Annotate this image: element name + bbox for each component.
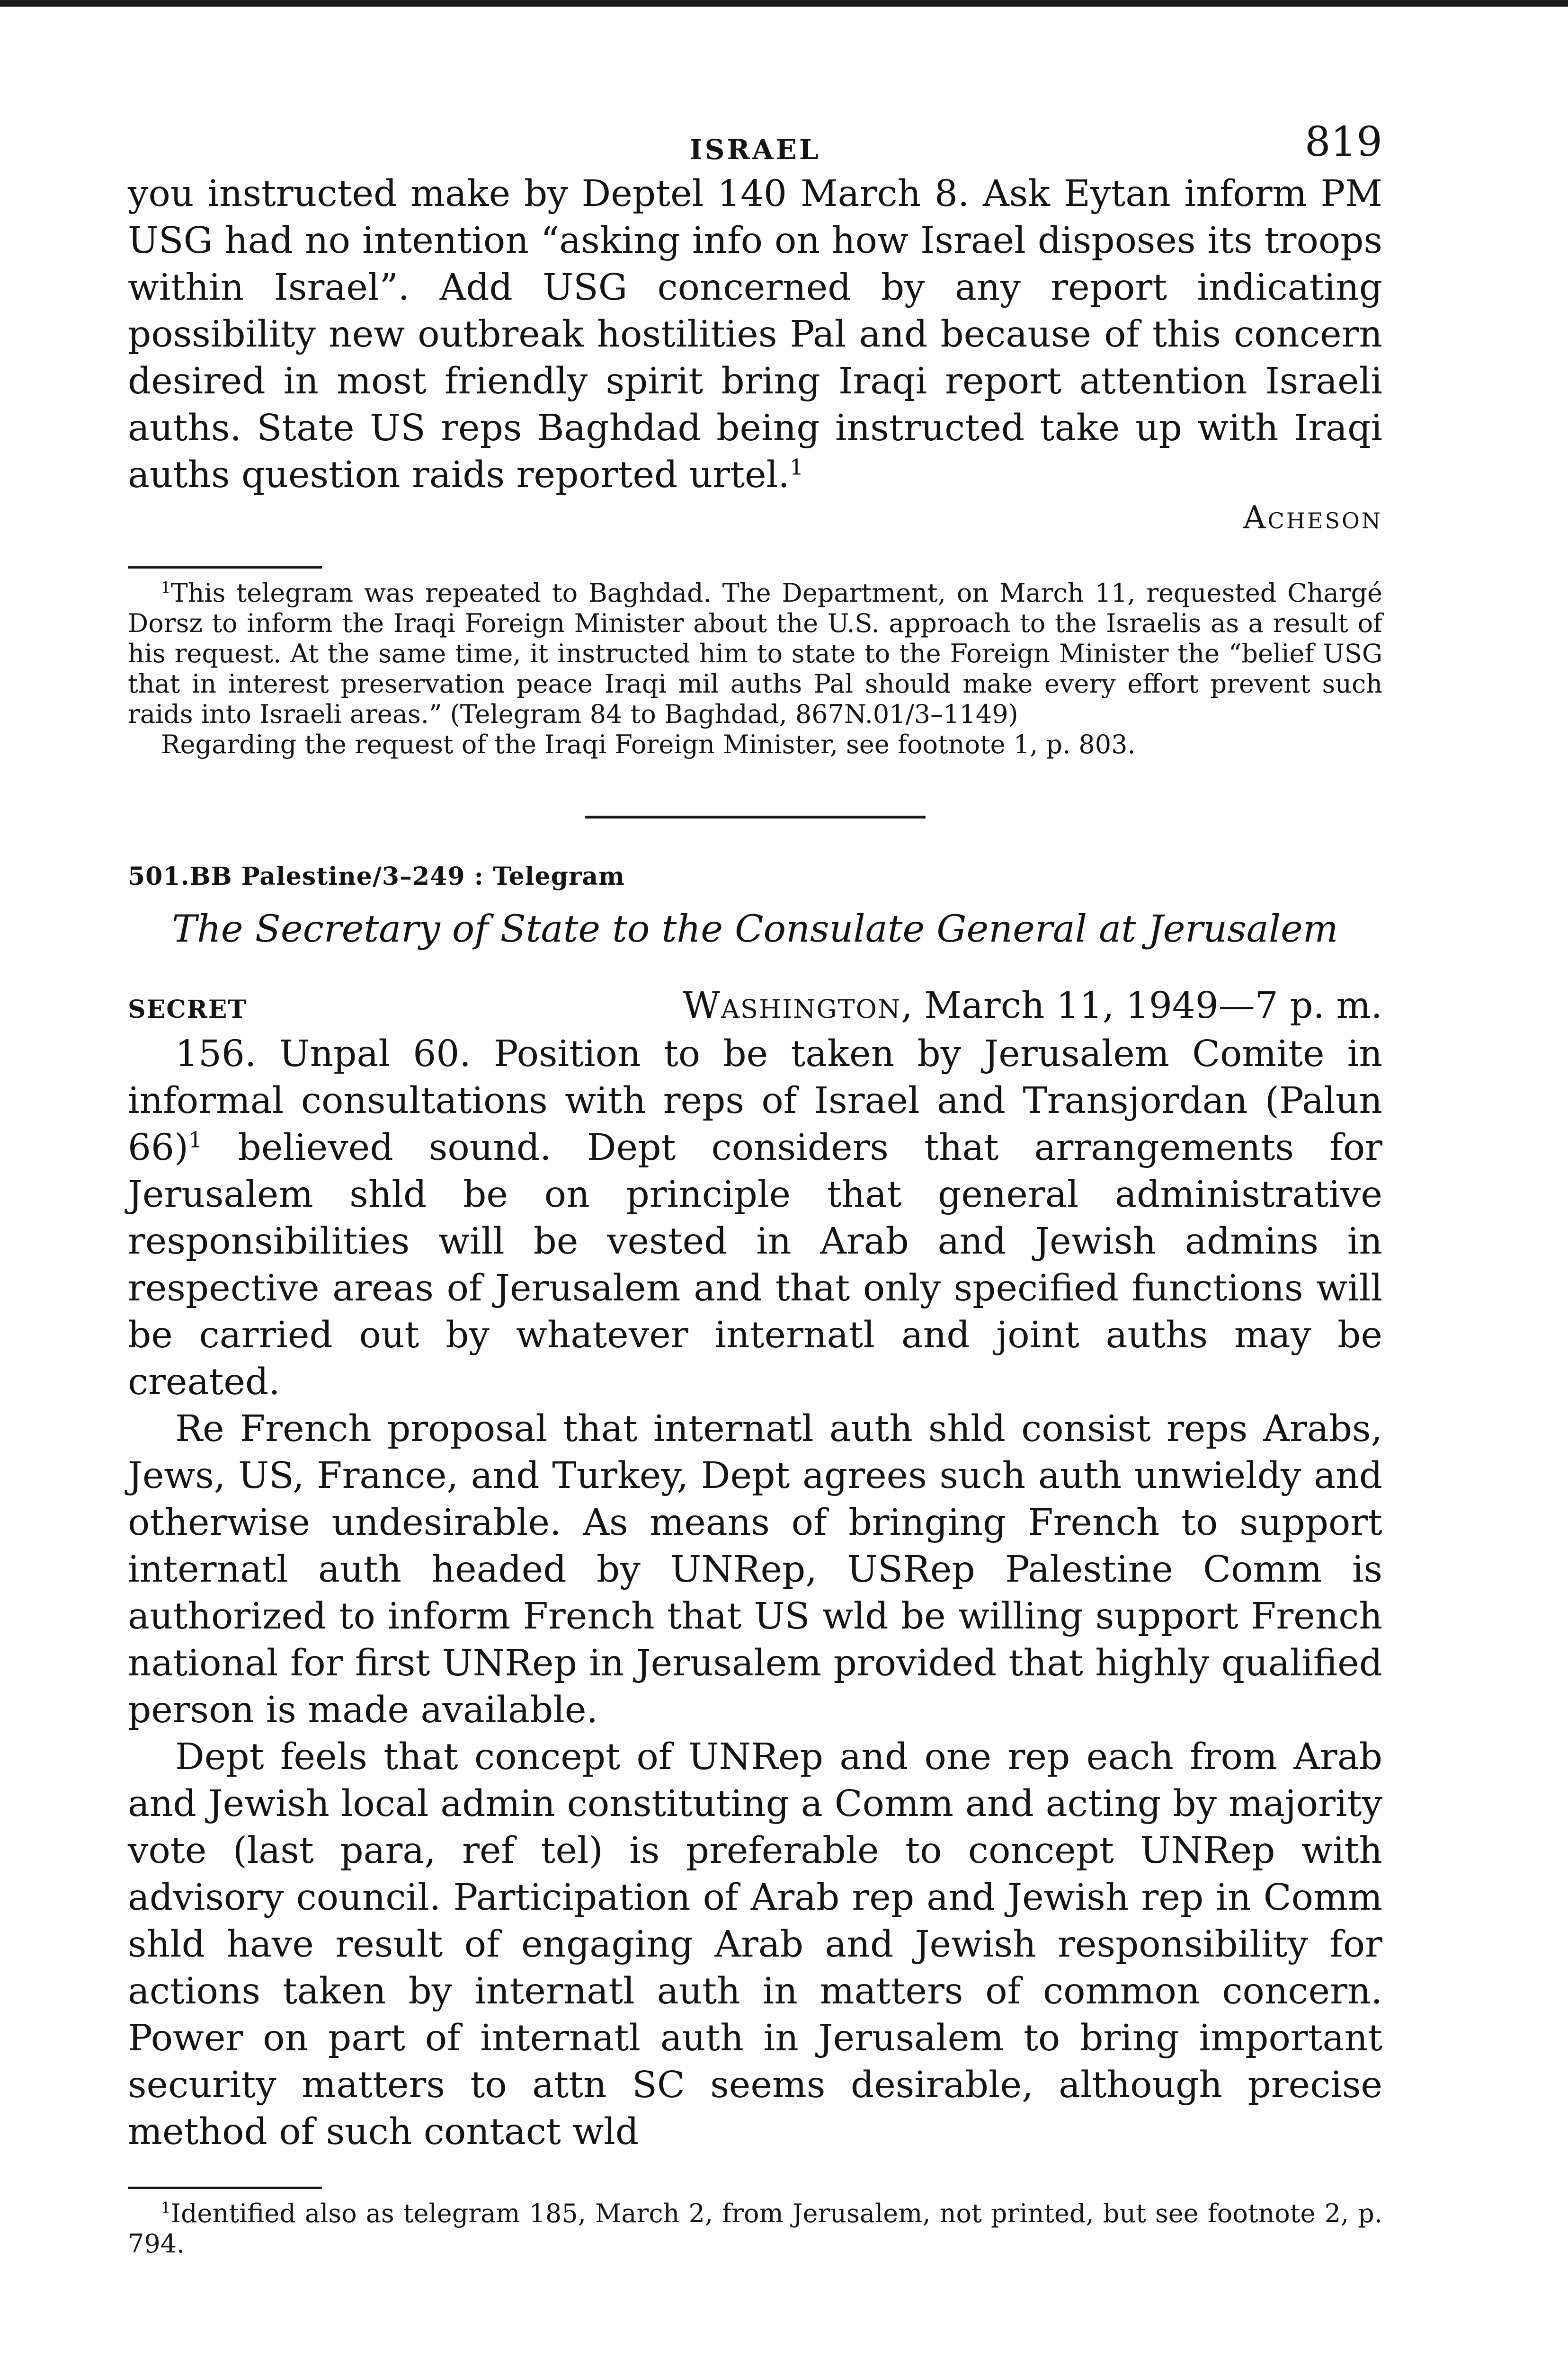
paragraph-1: [128, 1031, 1382, 1406]
dateline-row: [128, 985, 1382, 1027]
paragraph-3: Dept feels that concept of UNRep and one rep each from Arab and Jewish local admin constituting a Comm and acting by majority vote (last para, ref tel) is preferable to concept UNRep with advisory council. Participation of Arab rep and Jewish rep in Comm shld have result of engaging Arab and Jewish responsibility for actions taken by internatl auth in matters of common concern. Power on part of internatl auth in Jerusalem to bring important security matters to attn SC seems desirable, although precise method of such contact wld: [128, 1736, 1382, 2153]
footnote-mark: 1: [161, 2199, 171, 2217]
page: [128, 118, 1382, 2259]
paragraph-1-rest: believed sound. Dept considers that arrangements for Jerusalem shld be on principle that general administrative responsibilities will be vested in Arab and Jewish admins in respective areas of Jerusalem and that only specified functions will be carried out by whatever internatl and joint auths may be created.: [128, 1127, 1382, 1403]
dateline: [683, 985, 1382, 1027]
paragraph-2: Re French proposal that internatl auth shld consist reps Arabs, Jews, US, France, and Turkey, Dept agrees such auth unwieldy and otherwise undesirable. As means of bringing French to support internatl auth headed by UNRep, USRep Palestine Comm is authorized to inform French that US wld be willing support French national for first UNRep in Jerusalem provided that highly qualified person is made available.: [128, 1408, 1382, 1731]
footnote-text: This telegram was repeated to Baghdad. The Department, on March 11, requested Chargé Dorsz to inform the Iraqi Foreign Minister about the U.S. approach to the Israelis as a result of his request. At the same time, it instructed him to state to the Foreign Minister the “belief USG that in interest preservation peace Iraqi mil auths Pal should make every effort prevent such raids into Israeli areas.” (Telegram 84 to Baghdad, 867N.01/3–1149): [128, 578, 1382, 729]
footnote: [128, 2198, 1382, 2259]
footnote-rule: [128, 2187, 322, 2189]
footnote-rule: [128, 566, 322, 569]
page-number: 819: [1304, 118, 1382, 166]
document-heading: The Secretary of State to the Consulate General at Jerusalem: [172, 907, 1338, 951]
footnote-ref-mark: 1: [188, 1127, 203, 1153]
running-head: [128, 118, 1382, 170]
footnote-continued: Regarding the request of the Iraqi Foreign Minister, see footnote 1, p. 803.: [161, 730, 1136, 759]
dateline-date: , March 11, 1949—7 p. m.: [901, 985, 1382, 1027]
top-edge-rule: [0, 0, 1568, 7]
section-divider: [585, 816, 926, 819]
classification-label: SECRET: [128, 995, 248, 1024]
footnote-ref-mark: 1: [789, 454, 804, 480]
dateline-place: Washington: [682, 985, 901, 1027]
file-reference: 501.BB Palestine/3–249 : Telegram: [128, 862, 625, 891]
running-title: ISRAEL: [689, 133, 821, 166]
footnote-text: Identified also as telegram 185, March 2, from Jerusalem, not printed, but see footnote 2, p. 794.: [128, 2198, 1382, 2259]
signature: Acheson: [1243, 499, 1382, 536]
continuation-text: you instructed make by Deptel 140 March 8. Ask Eytan inform PM USG had no intention “asking info on how Israel disposes its troops within Israel”. Add USG concerned by any report indicating possibility new outbreak hostilities Pal and because of this concern desired in most friendly spirit bring Iraqi report attention Israeli auths. State US reps Baghdad being instructed take up with Iraqi auths question raids reported urtel.: [128, 173, 1382, 496]
footnote-mark: 1: [161, 578, 171, 596]
continuation-paragraph: [128, 170, 1382, 498]
paragraph-1-text: 156. Unpal 60. Position to be taken by Jerusalem Comite in informal consultations with reps of Israel and Transjordan (Palun 66): [128, 1033, 1382, 1169]
footnote: [128, 578, 1382, 730]
